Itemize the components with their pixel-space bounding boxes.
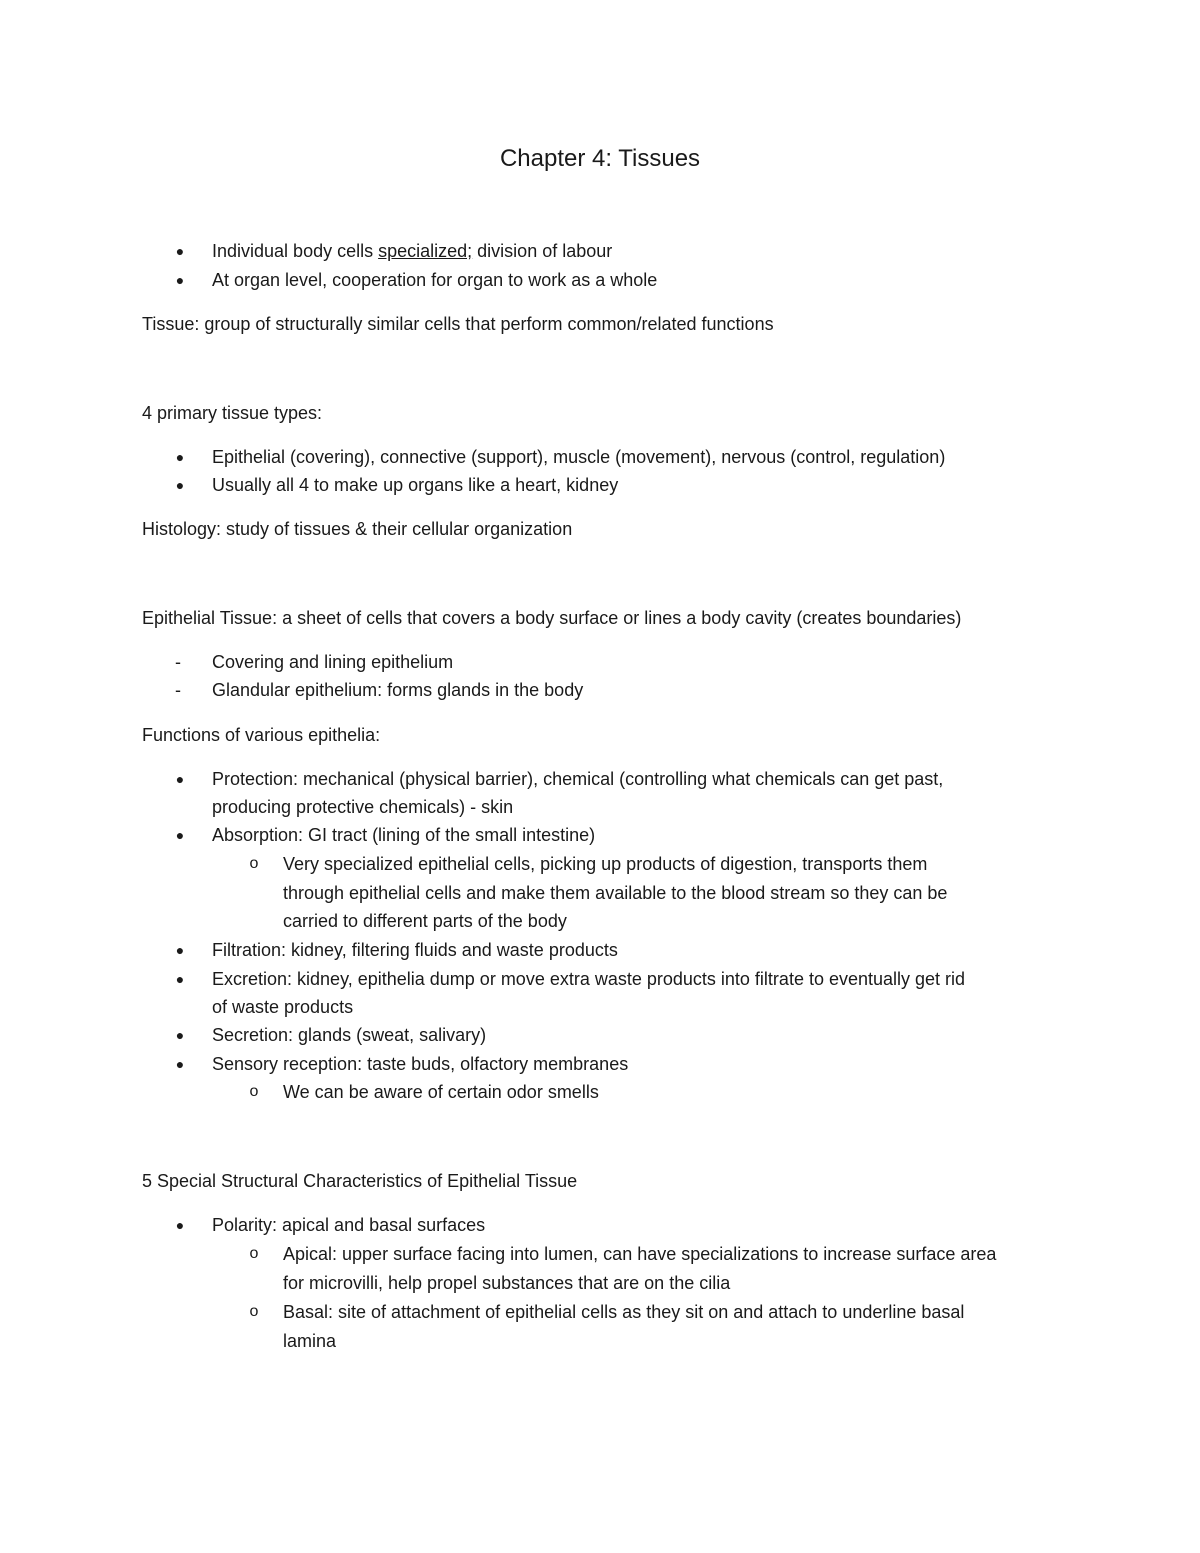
circle-bullet-icon: o: [249, 855, 259, 872]
list-item-text: Usually all 4 to make up organs like a heart, kidney: [212, 475, 619, 495]
bullet-icon: ●: [175, 1217, 185, 1233]
bullet-icon: ●: [175, 971, 185, 987]
sub-list-item-text: lamina: [283, 1331, 337, 1351]
bullet-icon: ●: [175, 1056, 185, 1072]
list-item-text: Glandular epithelium: forms glands in the body: [212, 680, 584, 700]
bullet-icon: ●: [175, 827, 185, 843]
list-item-text: Individual body cells specialized; division of labour: [212, 241, 613, 261]
list-item-text: Polarity: apical and basal surfaces: [212, 1215, 486, 1235]
sub-list-item-text: Basal: site of attachment of epithelial cells as they sit on and attach to underline basal: [283, 1302, 965, 1322]
list-item-text: Excretion: kidney, epithelia dump or move extra waste products into filtrate to eventually get rid: [212, 969, 966, 989]
list-item-text: Protection: mechanical (physical barrier), chemical (controlling what chemicals can get past,: [212, 769, 944, 789]
sub-list-item-text: We can be aware of certain odor smells: [283, 1082, 599, 1102]
underlined-term: specialized;: [378, 241, 473, 261]
bullet-icon: ●: [175, 942, 185, 958]
bullet-icon: ●: [175, 771, 185, 787]
list-item-text: producing protective chemicals) - skin: [212, 797, 514, 817]
tissue-definition: Tissue: group of structurally similar cells that perform common/related functions: [142, 314, 774, 334]
bullet-icon: ●: [175, 272, 185, 288]
histology-definition: Histology: study of tissues & their cellular organization: [142, 519, 573, 539]
list-item-text: of waste products: [212, 997, 354, 1017]
sub-list-item-text: Apical: upper surface facing into lumen, can have specializations to increase surface area: [283, 1244, 997, 1264]
epithelial-definition: Epithelial Tissue: a sheet of cells that covers a body surface or lines a body cavity (creates boundaries): [142, 608, 962, 628]
circle-bullet-icon: o: [249, 1083, 259, 1100]
bullet-icon: ●: [175, 1027, 185, 1043]
bullet-icon: ●: [175, 477, 185, 493]
sub-list-item-text: for microvilli, help propel substances that are on the cilia: [283, 1273, 731, 1293]
list-item-text: Epithelial (covering), connective (support), muscle (movement), nervous (control, regulation): [212, 447, 946, 467]
bullet-icon: ●: [175, 243, 185, 259]
sub-list-item-text: through epithelial cells and make them available to the blood stream so they can be: [283, 883, 948, 903]
primary-types-heading: 4 primary tissue types:: [142, 403, 323, 423]
sub-list-item-text: carried to different parts of the body: [283, 911, 567, 931]
dash-icon: -: [175, 652, 181, 672]
list-item-text: Absorption: GI tract (lining of the small intestine): [212, 825, 596, 845]
list-item-text: Sensory reception: taste buds, olfactory membranes: [212, 1054, 629, 1074]
circle-bullet-icon: o: [249, 1303, 259, 1320]
page-title: Chapter 4: Tissues: [499, 145, 701, 172]
sub-list-item-text: Very specialized epithelial cells, picking up products of digestion, transports them: [283, 854, 928, 874]
bullet-icon: ●: [175, 449, 185, 465]
dash-icon: -: [175, 680, 181, 700]
list-item-text: Secretion: glands (sweat, salivary): [212, 1025, 487, 1045]
functions-heading: Functions of various epithelia:: [142, 725, 381, 745]
structural-heading: 5 Special Structural Characteristics of Epithelial Tissue: [142, 1171, 578, 1191]
list-item-text: Filtration: kidney, filtering fluids and waste products: [212, 940, 618, 960]
list-item-text: Covering and lining epithelium: [212, 652, 454, 672]
circle-bullet-icon: o: [249, 1245, 259, 1262]
list-item-text: At organ level, cooperation for organ to work as a whole: [212, 270, 658, 290]
